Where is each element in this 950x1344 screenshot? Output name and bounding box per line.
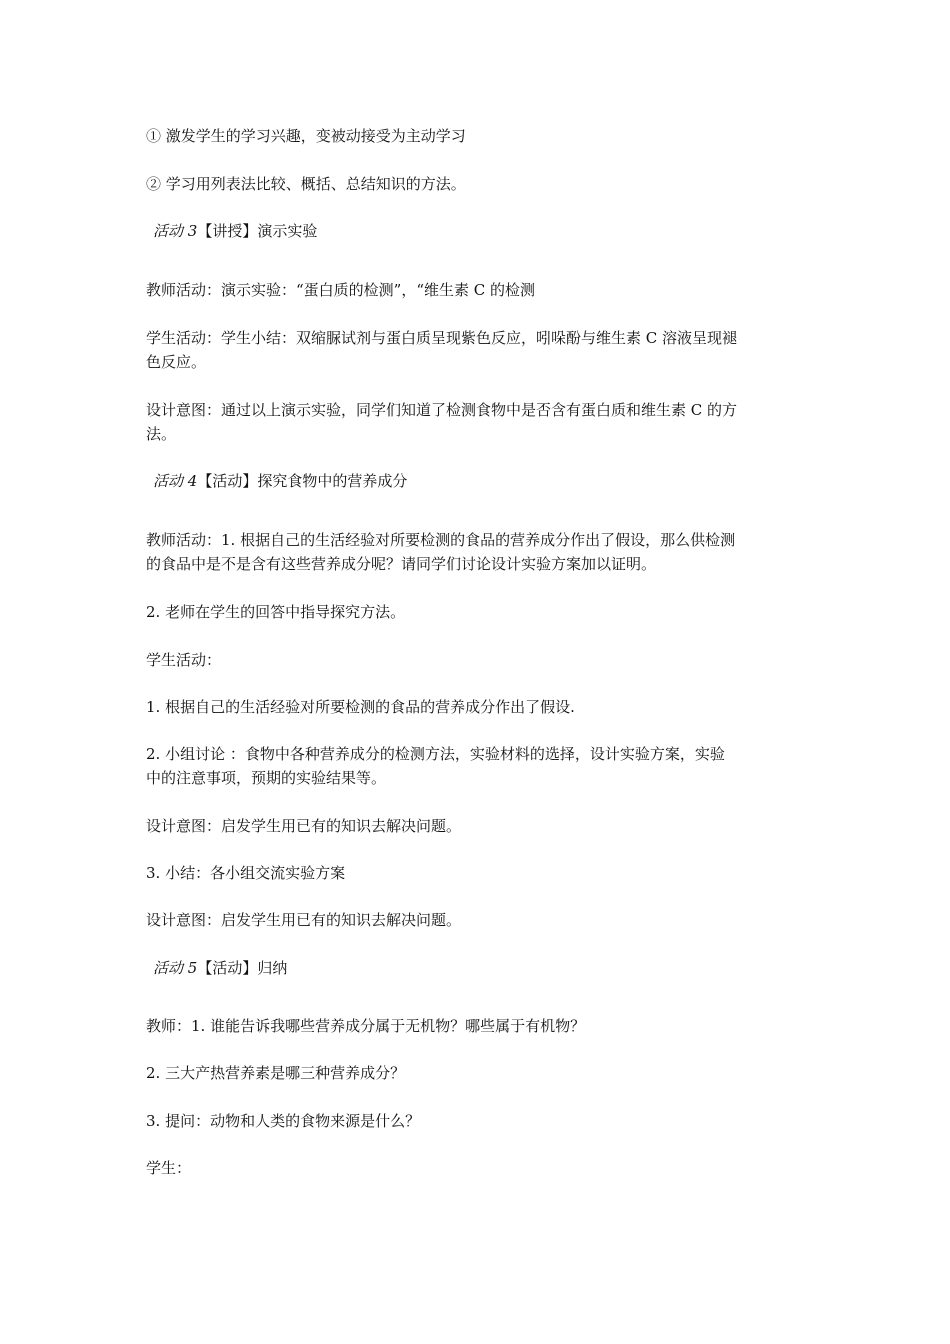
activity-4-student-1: 1. 根据自己的生活经验对所要检测的食品的营养成分作出了假设. [146,698,575,716]
activity-5-teacher-2: 2. 三大产热营养素是哪三种营养成分？ [146,1064,406,1082]
activity-5-teacher-1: 教师：1. 谁能告诉我哪些营养成分属于无机物？哪些属于有机物？ [146,1017,586,1035]
activity-3-heading [153,219,813,243]
activity-3-teacher: 教师活动：演示实验：“蛋白质的检测”，“维生素 C 的检测 [146,281,536,299]
activity-4-heading [153,469,813,493]
activity-4-design-2: 设计意图：启发学生用已有的知识去解决问题。 [146,911,462,929]
activity-3-label: 活动 3 [153,222,198,240]
activity-5-label: 活动 5 [153,959,198,977]
activity-3-title: 【讲授】演示实验 [197,222,318,240]
activity-4-student-2-line-1: 2. 小组讨论 ：食物中各种营养成分的检测方法，实验材料的选择，设计实验方案，实验 [146,745,725,763]
activity-3-student-line-2: 色反应。 [146,353,207,371]
activity-4-student-3: 3. 小结：各小组交流实验方案 [146,864,346,882]
activity-4-title: 【活动】探究食物中的营养成分 [197,472,408,490]
activity-4-label: 活动 4 [153,472,198,490]
activity-4-student-heading: 学生活动： [146,651,222,669]
activity-4-teacher-line-2: 的食品中是不是含有这些营养成分呢？请同学们讨论设计实验方案加以证明。 [146,555,657,573]
activity-5-teacher-3: 3. 提问：动物和人类的食物来源是什么？ [146,1112,421,1130]
activity-3-student-line-1: 学生活动：学生小结：双缩脲试剂与蛋白质呈现紫色反应，吲哚酚与维生素 C 溶液呈现褪 [146,329,738,347]
activity-3-design-line-1: 设计意图：通过以上演示实验，同学们知道了检测食物中是否含有蛋白质和维生素 C 的方 [146,401,738,419]
activity-4-design-1: 设计意图：启发学生用已有的知识去解决问题。 [146,817,462,835]
activity-5-title: 【活动】归纳 [197,959,288,977]
activity-5-student-heading: 学生： [146,1159,192,1177]
activity-4-student-2-line-2: 中的注意事项，预期的实验结果等。 [146,769,387,787]
objective-item-2: ② 学习用列表法比较、概括、总结知识的方法。 [146,175,466,193]
activity-5-heading [153,956,813,980]
activity-4-teacher-line-1: 教师活动：1. 根据自己的生活经验对所要检测的食品的营养成分作出了假设，那么供检测 [146,531,736,549]
activity-3-design-line-2: 法。 [146,425,177,443]
objective-item-1: ① 激发学生的学习兴趣，变被动接受为主动学习 [146,127,466,145]
activity-4-teacher-2: 2. 老师在学生的回答中指导探究方法。 [146,603,406,621]
